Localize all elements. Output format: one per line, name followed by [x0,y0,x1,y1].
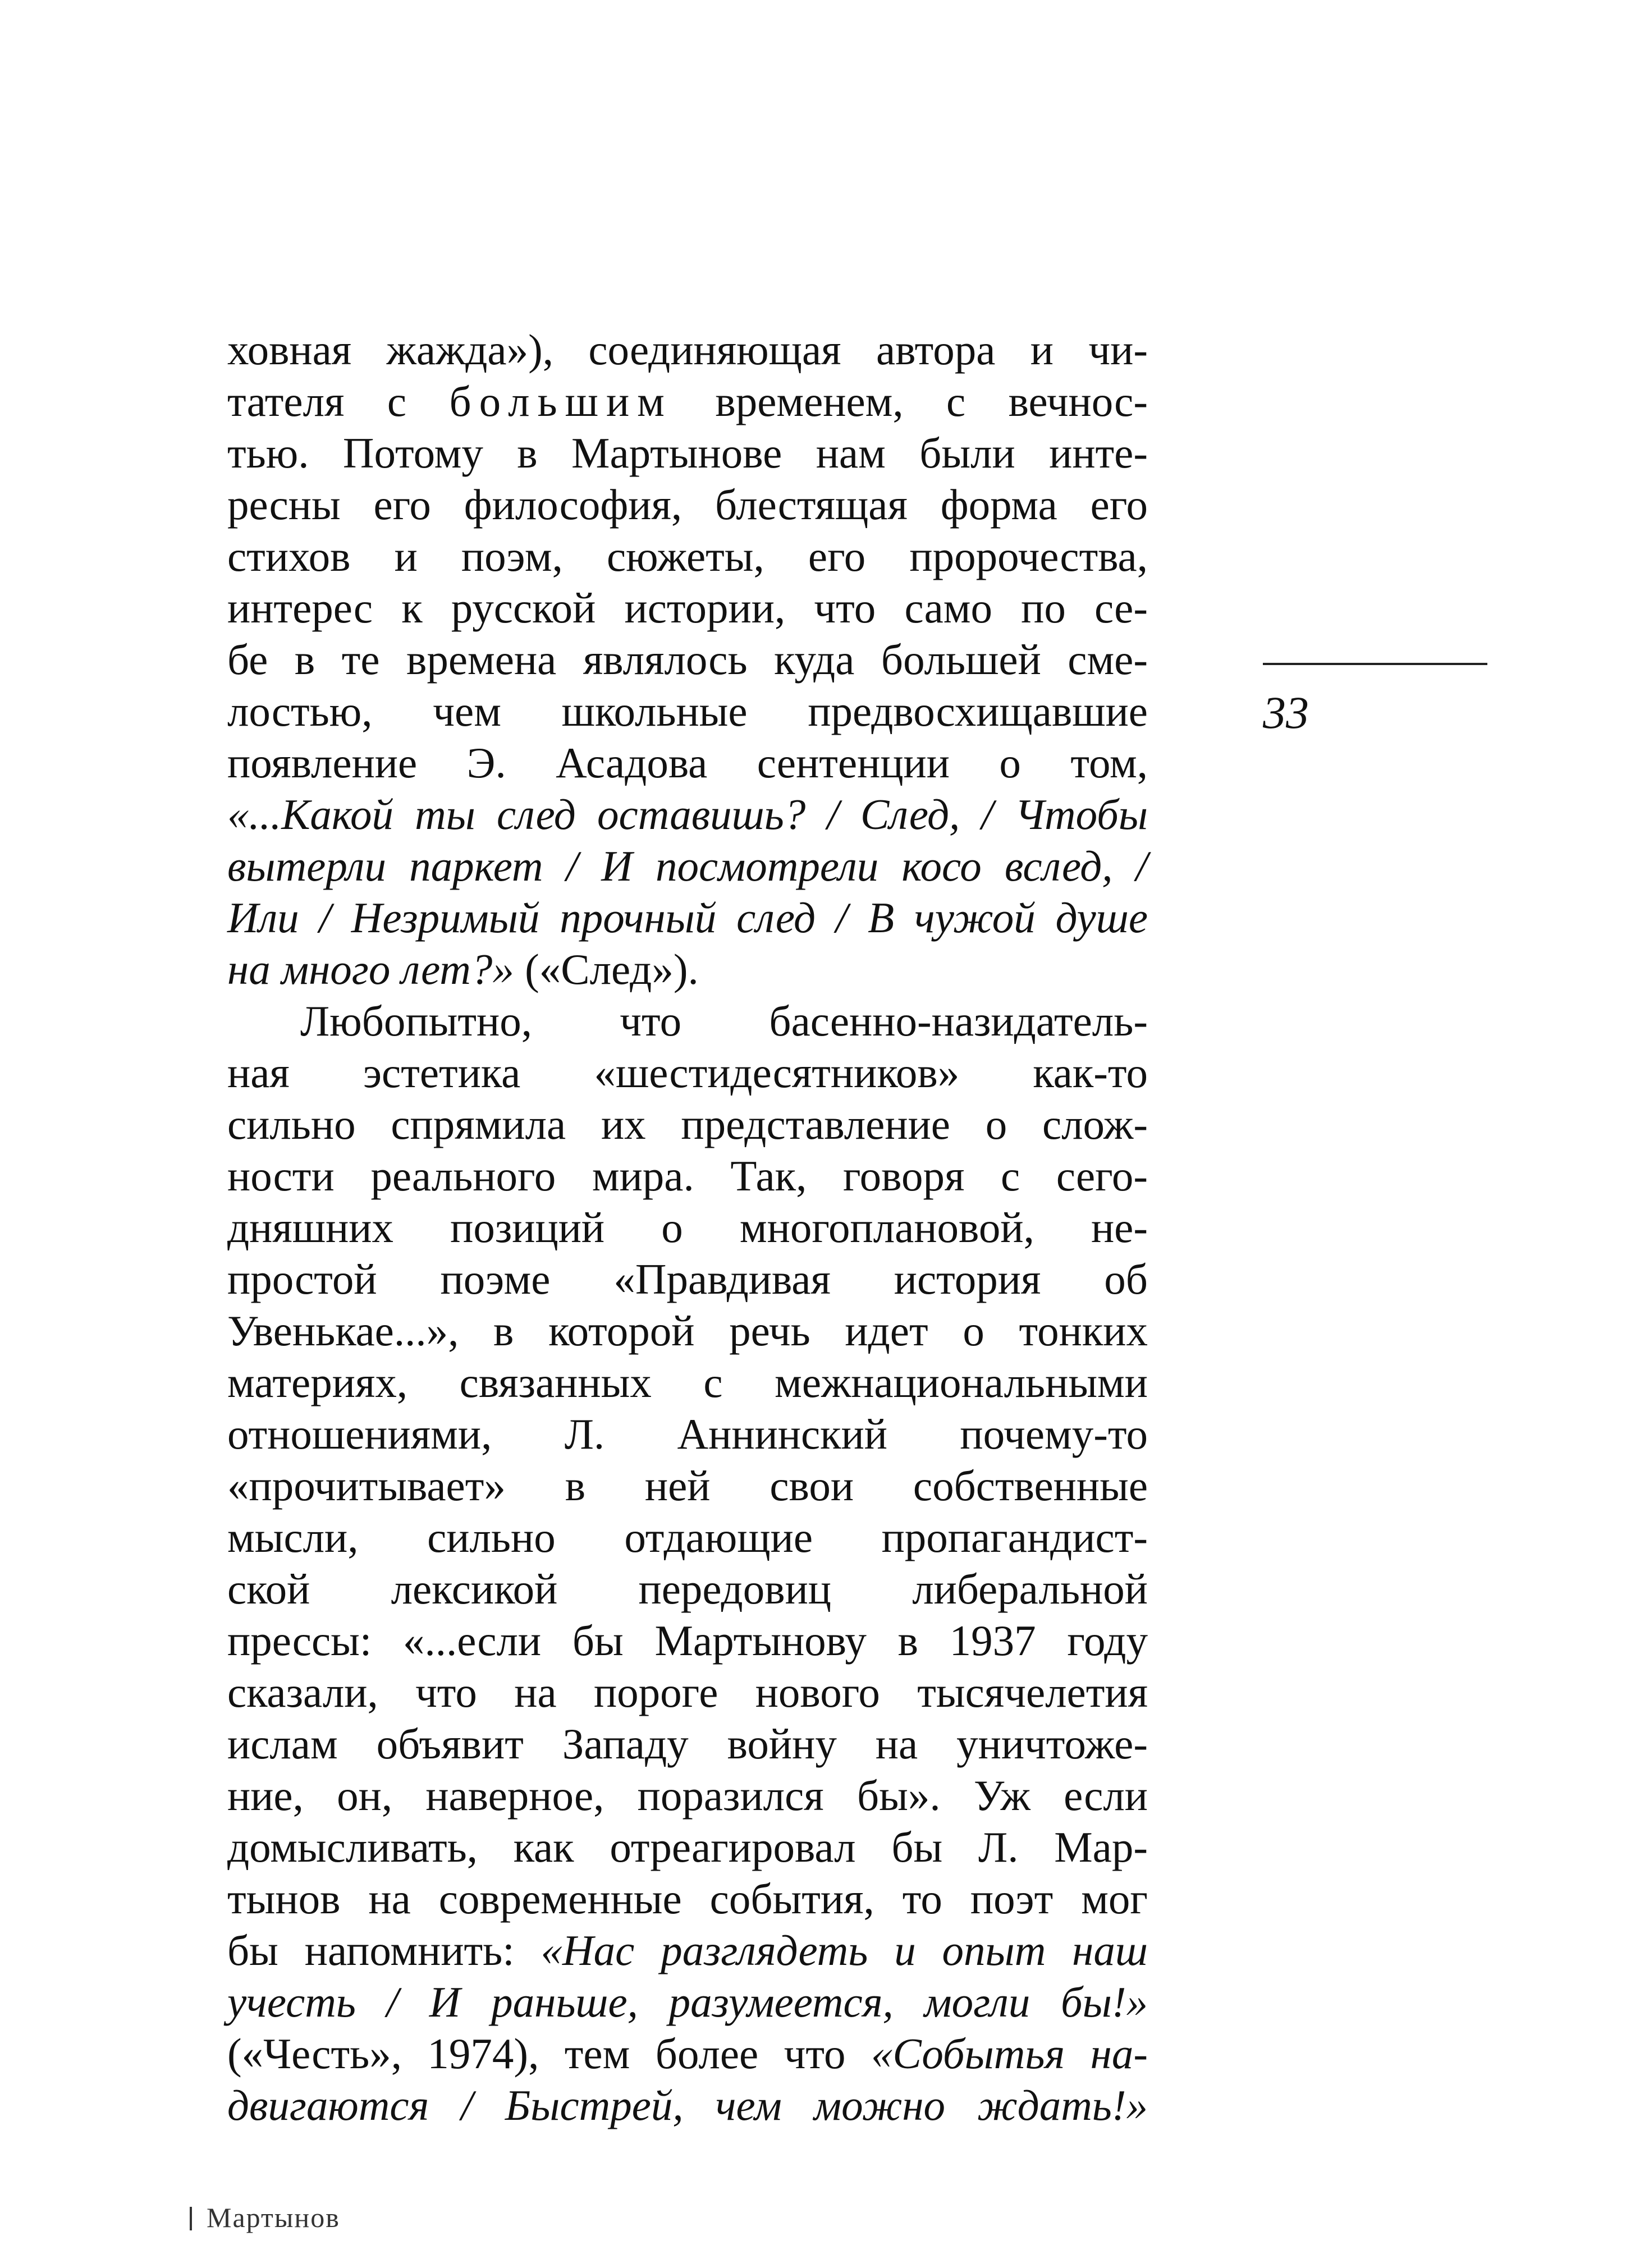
text-segment: дняшних позиций о многоплановой, не- [227,1203,1148,1252]
text-line [227,1511,1148,1563]
text-segment: мысли, сильно отдающие пропагандист- [227,1513,1148,1561]
text-line [227,1305,1148,1357]
quote-segment: «Событья на- [871,2029,1148,2078]
text-segment: ской лексикой передовиц либеральной [227,1565,1148,1613]
footer-signature [190,2198,340,2237]
text-segment: сказали, что на пороге нового тысячелетия [227,1668,1148,1716]
text-line [227,1976,1148,2028]
text-segment: сильно спрямила их представление о слож- [227,1100,1148,1148]
text-line [227,582,1148,634]
text-segment: большим [449,377,672,425]
text-line [227,737,1148,789]
text-line [227,1047,1148,1098]
text-segment: («След»). [514,945,699,993]
text-line [227,2079,1148,2131]
text-line [227,1563,1148,1615]
quote-segment: «...Какой ты след оставишь? / След, / Чтобы [227,790,1148,839]
text-line [227,1770,1148,1821]
text-line [227,1408,1148,1460]
text-line [227,1718,1148,1770]
text-line [227,995,1148,1047]
text-segment: ресны его философия, блестящая форма его [227,480,1148,529]
text-line [227,1150,1148,1202]
text-segment: лостью, чем школьные предвосхищавшие [227,687,1148,735]
text-line [227,479,1148,530]
page-number-rule [1263,663,1487,665]
text-line [227,1460,1148,1511]
text-segment: ислам объявит Западу войну на уничтоже- [227,1720,1148,1768]
text-segment: Любопытно, что басенно-назидатель- [300,997,1148,1045]
page-number: 33 [1263,687,1309,738]
text-line [227,892,1148,943]
text-segment: бы напомнить: [227,1926,541,1974]
body-text [227,324,1148,2131]
text-line [227,1253,1148,1305]
text-line [227,1925,1148,1976]
text-line [227,840,1148,892]
text-segment: Увенькае...», в которой речь идет о тонких [227,1307,1148,1355]
text-line [227,427,1148,479]
text-segment: отношениями, Л. Аннинский почему-то [227,1410,1148,1458]
text-segment: тателя с [227,377,450,425]
text-segment: ности реального мира. Так, говоря с сего- [227,1152,1148,1200]
text-line [227,1202,1148,1253]
text-line [227,1098,1148,1150]
text-line [227,2028,1148,2079]
text-segment: тынов на современные события, то поэт мог [227,1875,1148,1923]
text-segment: временем, с вечнос- [672,377,1148,425]
quote-segment: на много лет?» [227,945,514,993]
text-segment: («Честь», 1974), тем более что [227,2029,872,2078]
text-segment: появление Э. Асадова сентенции о том, [227,739,1148,787]
footer-mark [190,2207,192,2230]
quote-segment: учесть / И раньше, разумеется, могли бы!» [227,1978,1148,2026]
quote-segment: двигаются / Быстрей, чем можно ждать!» [227,2081,1148,2129]
text-segment: стихов и поэм, сюжеты, его пророчества, [227,532,1148,580]
footer-signature-text: Мартынов [207,2202,340,2233]
text-line [227,375,1148,427]
text-line [227,1357,1148,1408]
text-segment: «прочитывает» в ней свои собственные [227,1461,1148,1510]
text-segment: интерес к русской истории, что само по се- [227,584,1148,632]
text-line [227,789,1148,840]
text-segment: ние, он, наверное, поразился бы». Уж если [227,1771,1148,1820]
text-segment: тью. Потому в Мартынове нам были инте- [227,429,1148,477]
text-segment: материях, связанных с межнациональными [227,1358,1148,1406]
text-line [227,634,1148,685]
text-segment: бе в те времена являлось куда большей сме- [227,635,1148,684]
text-line [227,943,1148,995]
quote-segment: Или / Незримый прочный след / В чужой душе [227,894,1148,942]
text-segment: прессы: «...если бы Мартынову в 1937 году [227,1616,1148,1665]
text-segment: ная эстетика «шестидесятников» как-то [227,1048,1148,1097]
text-line [227,1666,1148,1718]
text-segment: домысливать, как отреагировал бы Л. Мар- [227,1823,1148,1871]
quote-segment: вытерли паркет / И посмотрели косо вслед, / [227,842,1148,890]
text-line [227,1821,1148,1873]
text-line [227,1873,1148,1925]
quote-segment: «Нас разглядеть и опыт наш [541,1926,1148,1974]
text-segment: простой поэме «Правдивая история об [227,1255,1148,1303]
text-line [227,685,1148,737]
text-segment: ховная жажда»), соединяющая автора и чи- [227,326,1148,374]
text-line [227,1615,1148,1666]
text-line [227,530,1148,582]
text-line [227,324,1148,375]
